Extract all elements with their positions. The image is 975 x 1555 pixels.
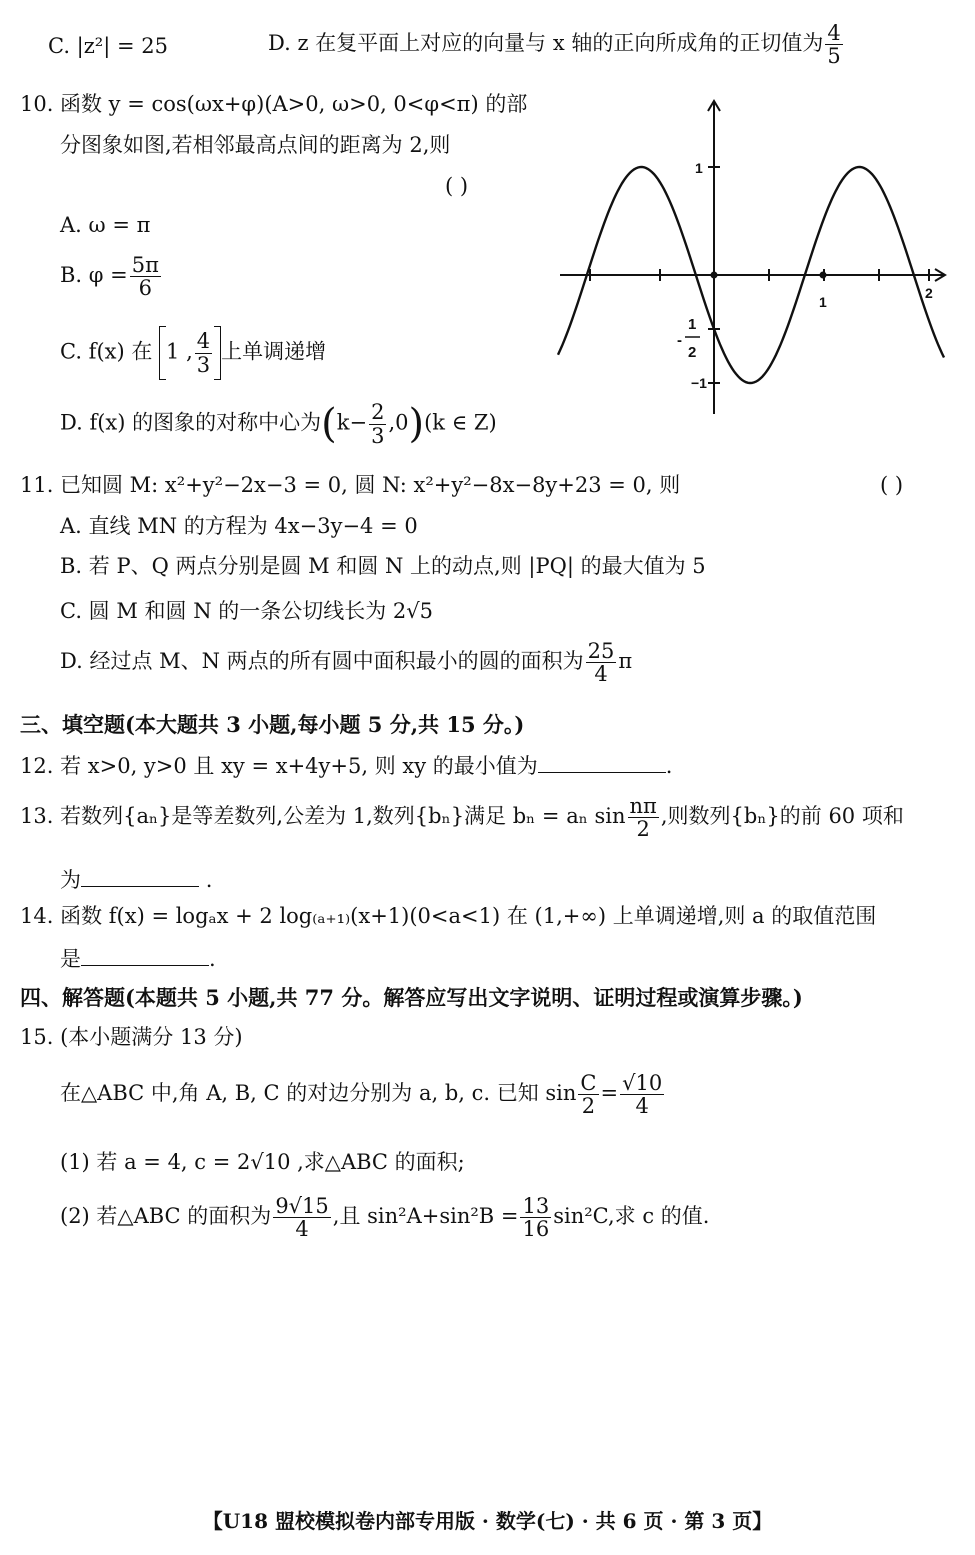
paren-open: ( (321, 401, 337, 447)
q14-line2: 是 . (60, 947, 216, 971)
q11-option-a: A. 直线 MN 的方程为 4x−3y−4 = 0 (60, 514, 418, 538)
y-label-half-sign: - (677, 332, 682, 349)
q15-stem: 在△ABC 中,角 A, B, C 的对边分别为 a, b, c. 已知 sin $\frac{C}{2}$ = $\frac{√10}{4}$ (60, 1071, 663, 1119)
q10-option-b-fraction: $\frac{5\pi}{6}$ (131, 253, 159, 301)
paren-close: ) (408, 401, 425, 447)
q9-option-d-text: D. z 在复平面上对应的向量与 x 轴的正向所成角的正切值为 (268, 31, 824, 56)
q14-answer-blank[interactable] (81, 945, 209, 966)
q15-part1: (1) 若 a = 4, c = 2√10 ,求△ABC 的面积; (60, 1150, 465, 1174)
q9-option-d (268, 22, 845, 67)
q10-stem-line2: 分图象如图,若相邻最高点间的距离为 2,则 (60, 133, 451, 157)
y-label-1: 1 (695, 160, 703, 176)
q10-option-d-fraction: $\frac{2}{3}$ (371, 400, 385, 448)
q11-answer-paren: ( ) (880, 473, 904, 497)
q13-line2: 为 . (60, 868, 213, 892)
origin-dot (711, 272, 718, 279)
q10-option-b: B. φ = $\frac{5\pi}{6}$ (60, 253, 159, 301)
q10-number: 10. (20, 92, 54, 116)
q15-header: 15. (本小题满分 13 分) (20, 1025, 243, 1049)
x-label-1: 1 (819, 294, 827, 310)
q12-answer-blank[interactable] (538, 752, 666, 773)
y-label-half-den: 2 (688, 344, 697, 361)
q13-line1: 13. 若数列{aₙ}是等差数列,公差为 1,数列{bₙ}满足 bₙ = aₙ sin $\frac{n\pi}{2}$ ,则数列{bₙ}的前 60 项和 (20, 794, 904, 842)
q15-part2: (2) 若△ABC 的面积为 $\frac{9√15}{4}$ ,且 sin²A+sin²B = $\frac{13}{16}$ sin²C,求 c 的值. (60, 1194, 710, 1242)
q14-line1: 14. 函数 f(x) = logₐx + 2 log₍ₐ₊₁₎(x+1)(0<a<1) 在 (1,+∞) 上单调递增,则 a 的取值范围 (20, 904, 877, 928)
q11-option-c: C. 圆 M 和圆 N 的一条公切线长为 2√5 (60, 599, 434, 623)
q15-part2-fraction-1: $\frac{9√15}{4}$ (275, 1194, 329, 1242)
cosine-graph (555, 96, 950, 418)
q10-stem-line1: 函数 y = cos(ωx+φ)(A>0, ω>0, 0<φ<π) 的部 (60, 92, 528, 116)
q13-fraction: $\frac{n\pi}{2}$ (629, 794, 657, 842)
q15-stem-fraction-2: $\frac{√10}{4}$ (622, 1071, 663, 1119)
y-label-half-num: 1 (688, 316, 697, 333)
y-label-minus1: −1 (691, 375, 707, 391)
q10-option-a: A. ω = π (60, 213, 151, 237)
q11-number: 11. (20, 473, 54, 497)
q11-option-b: B. 若 P、Q 两点分别是圆 M 和圆 N 上的动点,则 |PQ| 的最大值为 5 (60, 554, 706, 578)
q10-option-c: C. f(x) 在 1 , $\frac{4}{3}$ 上单调递增 (60, 326, 326, 380)
q11-option-d: D. 经过点 M、N 两点的所有圆中面积最小的圆的面积为 $\frac{25}{4}$ π (60, 639, 633, 687)
q9-option-d-fraction: $\frac{4}{5}$ (827, 21, 841, 69)
q15-stem-fraction-1: $\frac{C}{2}$ (580, 1071, 597, 1119)
bracket-left (159, 326, 166, 380)
point-x1-dot (820, 272, 827, 279)
section3-heading: 三、填空题(本大题共 3 小题,每小题 5 分,共 15 分。) (20, 712, 525, 737)
q10-answer-paren: ( ) (445, 174, 469, 198)
q13-answer-blank[interactable] (81, 866, 199, 887)
q10-option-c-fraction: $\frac{4}{3}$ (196, 329, 211, 377)
q15-part2-fraction-2: $\frac{13}{16}$ (522, 1194, 550, 1242)
x-label-2: 2 (925, 285, 933, 301)
q12: 12. 若 x>0, y>0 且 xy = x+4y+5, 则 xy 的最小值为 . (20, 754, 673, 778)
q11-stem: 已知圆 M: x²+y²−2x−3 = 0, 圆 N: x²+y²−8x−8y+23 = 0, 则 (60, 473, 681, 497)
q9-option-c: C. |z²| = 25 (48, 34, 168, 58)
q11-option-d-fraction: $\frac{25}{4}$ (587, 639, 615, 687)
q10-option-d: D. f(x) 的图象的对称中心为(k− $\frac{2}{3}$ ,0)(k ∈ Z) (60, 400, 497, 448)
section4-heading: 四、解答题(本题共 5 小题,共 77 分。解答应写出文字说明、证明过程或演算步骤。) (20, 985, 803, 1010)
page-footer: 【U18 盟校模拟卷内部专用版 · 数学(七) · 共 6 页 · 第 3 页】 (202, 1509, 773, 1533)
